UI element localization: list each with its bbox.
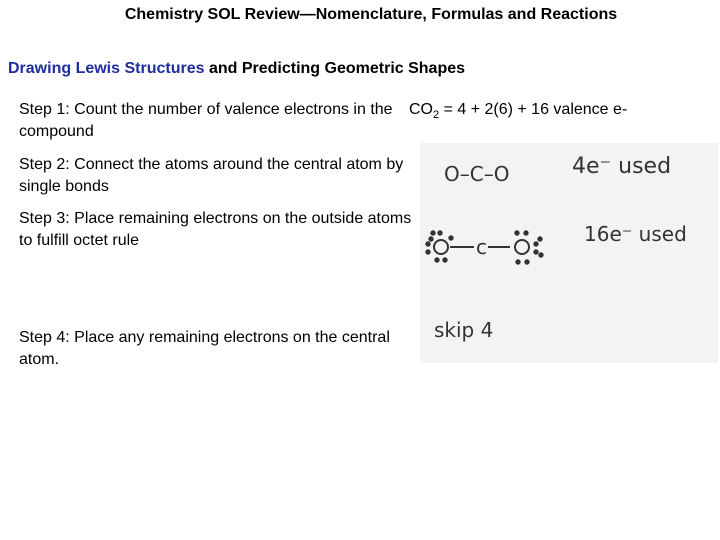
hw-line3-note: skip 4 xyxy=(434,318,494,342)
section-heading-rest: and Predicting Geometric Shapes xyxy=(204,60,466,77)
page-title: Chemistry SOL Review—Nomenclature, Formulas and Reactions xyxy=(124,6,618,23)
svg-text:c: c xyxy=(476,235,487,259)
hw-line1-note: 4e⁻ used xyxy=(572,154,672,179)
valence-electron-formula xyxy=(409,99,627,126)
formula-equation: = 4 + 2(6) + 16 valence e- xyxy=(439,101,628,118)
lewis-structure-co2 xyxy=(426,231,543,264)
step-1-text: Step 1: Count the number of valence electrons in the compound xyxy=(19,101,393,140)
handwritten-work-drawing xyxy=(420,143,718,363)
formula-subscript: 2 xyxy=(433,109,440,122)
formula-symbol: CO xyxy=(409,101,433,118)
hw-line2-note: 16e⁻ used xyxy=(584,222,687,246)
hw-line1-structure: O–C–O xyxy=(444,162,510,186)
section-heading xyxy=(8,60,465,78)
step-2-text: Step 2: Connect the atoms around the central atom by single bonds xyxy=(19,156,404,195)
step-3-text: Step 3: Place remaining electrons on the outside atoms to fulfill octet rule xyxy=(19,210,412,249)
section-heading-accent: Drawing Lewis Structures xyxy=(8,60,205,77)
handwritten-work-image xyxy=(420,143,718,363)
step-4-text: Step 4: Place any remaining electrons on the central atom. xyxy=(19,329,390,368)
